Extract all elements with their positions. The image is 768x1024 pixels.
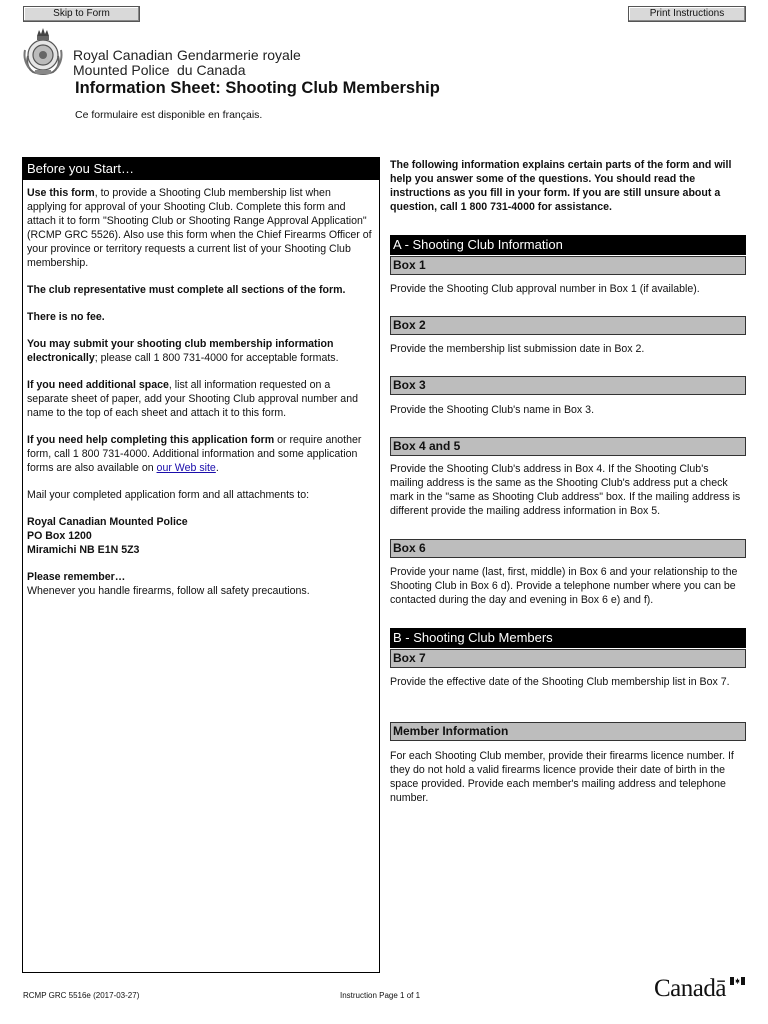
agency-en-line2: Mounted Police bbox=[73, 61, 170, 78]
fee-paragraph bbox=[27, 310, 372, 324]
help-paragraph bbox=[27, 433, 372, 475]
electronic-bold: You may submit your shooting club membership information electronically bbox=[27, 338, 334, 364]
box-3-header: Box 3 bbox=[390, 376, 746, 395]
box-1-header: Box 1 bbox=[390, 256, 746, 275]
box-6-header: Box 6 bbox=[390, 539, 746, 558]
page-title: Information Sheet: Shooting Club Membership bbox=[75, 79, 440, 97]
print-instructions-button[interactable]: Print Instructions bbox=[628, 6, 746, 22]
use-form-bold: Use this form bbox=[27, 187, 95, 199]
fee-text: There is no fee. bbox=[27, 311, 105, 323]
french-availability-note: Ce formulaire est disponible en français. bbox=[75, 109, 263, 121]
member-information-text: For each Shooting Club member, provide their firearms licence number. If they do not hold a valid firearms licence provide their date of birth in the space provided. Provide each member's mailing address and telephone number. bbox=[390, 750, 734, 804]
form-identifier: RCMP GRC 5516e (2017-03-27) bbox=[23, 991, 140, 1000]
instructions-intro: The following information explains certain parts of the form and will help you answer some of the questions. You should read the instructions as you fill in your form. If you are still unsure about a question, call 1 800 731-4000 for assistance. bbox=[390, 159, 732, 213]
section-a-header: A - Shooting Club Information bbox=[390, 235, 746, 255]
agency-en-line1: Royal Canadian bbox=[73, 47, 173, 63]
box-2-text: Provide the membership list submission date in Box 2. bbox=[390, 343, 645, 355]
instructions-column bbox=[390, 158, 746, 804]
agency-name-french bbox=[177, 48, 301, 77]
box-1-text: Provide the Shooting Club approval number in Box 1 (if available). bbox=[390, 283, 700, 295]
box-7-header: Box 7 bbox=[390, 649, 746, 668]
before-you-start-body bbox=[23, 180, 379, 598]
mail-paragraph bbox=[27, 488, 372, 502]
agency-name-english bbox=[73, 48, 173, 77]
mail-text: Mail your completed application form and all attachments to: bbox=[27, 489, 310, 501]
additional-space-text: , list all information requested on a separate sheet of paper, add your Shooting Club approval number and name to the top of each sheet and attach it to this form. bbox=[27, 379, 358, 419]
web-site-link[interactable]: our Web site bbox=[156, 462, 216, 474]
help-end: . bbox=[215, 462, 219, 474]
section-b-header: B - Shooting Club Members bbox=[390, 628, 746, 648]
canada-wordmark: Canadā bbox=[654, 975, 726, 1002]
remember-text: Whenever you handle firearms, follow all safety precautions. bbox=[27, 585, 310, 597]
additional-space-paragraph bbox=[27, 378, 372, 420]
box-3-text: Provide the Shooting Club's name in Box 3. bbox=[390, 404, 595, 416]
box-2-header: Box 2 bbox=[390, 316, 746, 335]
address-line-2: PO Box 1200 bbox=[27, 530, 92, 542]
use-form-text: , to provide a Shooting Club membership list when applying for approval of your Shooting Club. Complete this form and attach it to form "Shooting Club or Shooting Range Approval Application" (RCMP GRC 5526). Also use this form when the Chief Firearms Officer of your province or territory requests a current list of your Shooting Club membership. bbox=[27, 187, 372, 269]
electronic-text: ; please call 1 800 731-4000 for acceptable formats. bbox=[94, 352, 339, 364]
before-you-start-panel bbox=[22, 157, 380, 973]
agency-fr-line1: Gendarmerie royale bbox=[177, 47, 301, 63]
mailing-address bbox=[27, 515, 372, 557]
before-you-start-header: Before you Start… bbox=[23, 158, 379, 180]
skip-to-form-button[interactable]: Skip to Form bbox=[23, 6, 140, 22]
box-7-text: Provide the effective date of the Shooting Club membership list in Box 7. bbox=[390, 676, 730, 688]
rcmp-crest-icon bbox=[21, 26, 65, 76]
box-4-5-header: Box 4 and 5 bbox=[390, 437, 746, 456]
address-line-3: Miramichi NB E1N 5Z3 bbox=[27, 544, 140, 556]
representative-paragraph bbox=[27, 283, 372, 297]
remember-heading: Please remember… bbox=[27, 571, 126, 583]
additional-space-bold: If you need additional space bbox=[27, 379, 169, 391]
use-form-paragraph bbox=[27, 186, 372, 270]
address-line-1: Royal Canadian Mounted Police bbox=[27, 516, 188, 528]
canada-flag-icon bbox=[730, 977, 745, 985]
help-bold: If you need help completing this application form bbox=[27, 434, 275, 446]
member-information-header: Member Information bbox=[390, 722, 746, 741]
page-indicator: Instruction Page 1 of 1 bbox=[340, 991, 421, 1000]
box-4-5-text: Provide the Shooting Club's address in Box 4. If the Shooting Club's mailing address is the same as the Shooting Club's address put a check mark in the "same as Shooting Club address" box. If the mailing address is different provide the mailing address information in Box 5. bbox=[390, 463, 741, 517]
agency-fr-line2: du Canada bbox=[177, 61, 246, 78]
box-6-text: Provide your name (last, first, middle) in Box 6 and your relationship to the Shooting Club in Box 6 d). Provide a telephone number where you can be contacted during the day and evening in Box 6 e) and f). bbox=[390, 566, 738, 606]
remember-paragraph bbox=[27, 570, 372, 598]
help-text: or require another form, call 1 800 731-4000. Additional information and some application forms are also available on bbox=[27, 434, 362, 474]
representative-text: The club representative must complete all sections of the form. bbox=[27, 284, 346, 296]
electronic-paragraph bbox=[27, 337, 372, 365]
